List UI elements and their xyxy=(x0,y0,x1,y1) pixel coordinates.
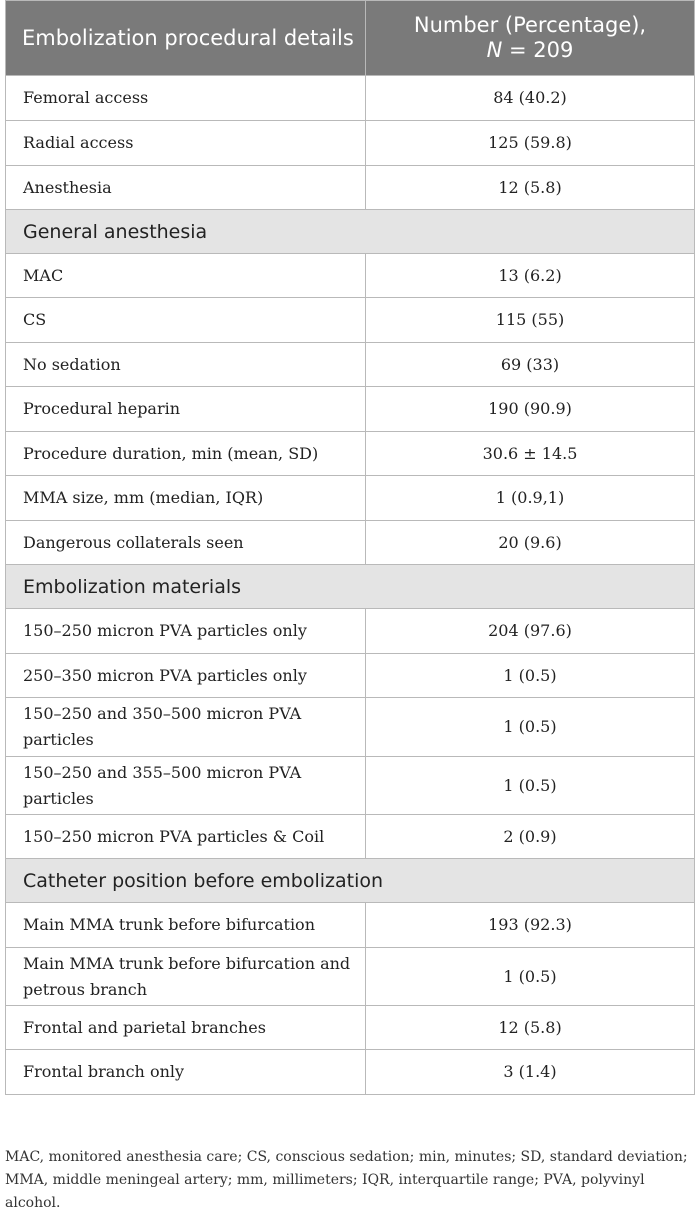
table-row xyxy=(6,387,695,432)
row-value: 3 (1.4) xyxy=(366,1050,695,1095)
table-row xyxy=(6,1006,695,1050)
row-value: 1 (0.5) xyxy=(366,698,695,757)
row-label: 150–250 and 350–500 micron PVA particles xyxy=(6,698,366,757)
header-number xyxy=(366,1,695,76)
row-value: 1 (0.9,1) xyxy=(366,476,695,521)
row-label: 250–350 micron PVA particles only xyxy=(6,654,366,698)
row-value: 204 (97.6) xyxy=(366,609,695,654)
header-number-line1: Number (Percentage), xyxy=(413,13,647,37)
row-value: 20 (9.6) xyxy=(366,521,695,565)
header-number-line2 xyxy=(366,38,694,63)
table-row xyxy=(6,343,695,387)
table-row xyxy=(6,254,695,298)
row-value: 1 (0.5) xyxy=(366,654,695,698)
table-row xyxy=(6,121,695,166)
row-label: Anesthesia xyxy=(6,166,366,210)
row-value: 1 (0.5) xyxy=(366,757,695,815)
row-value: 2 (0.9) xyxy=(366,815,695,859)
table-row xyxy=(6,609,695,654)
section-header-row xyxy=(6,565,695,609)
table-body xyxy=(6,76,695,1095)
row-value: 30.6 ± 14.5 xyxy=(366,432,695,476)
header-n-value: = 209 xyxy=(502,38,574,62)
section-title: General anesthesia xyxy=(6,210,695,254)
row-value: 190 (90.9) xyxy=(366,387,695,432)
table-row xyxy=(6,521,695,565)
row-value: 115 (55) xyxy=(366,298,695,343)
row-label: Main MMA trunk before bifurcation and petrous branch xyxy=(6,948,366,1006)
procedural-details-table xyxy=(5,0,695,1095)
section-title: Catheter position before embolization xyxy=(6,859,695,903)
table-row xyxy=(6,815,695,859)
table-row xyxy=(6,432,695,476)
row-value: 1 (0.5) xyxy=(366,948,695,1006)
header-n-label: N xyxy=(486,38,503,62)
table-row xyxy=(6,757,695,815)
table-row xyxy=(6,476,695,521)
row-value: 13 (6.2) xyxy=(366,254,695,298)
section-header-row xyxy=(6,210,695,254)
row-label: Femoral access xyxy=(6,76,366,121)
row-label: No sedation xyxy=(6,343,366,387)
table-row xyxy=(6,1050,695,1095)
table-row xyxy=(6,948,695,1006)
row-label: Frontal and parietal branches xyxy=(6,1006,366,1050)
row-label: Frontal branch only xyxy=(6,1050,366,1095)
row-label: 150–250 and 355–500 micron PVA particles xyxy=(6,757,366,815)
row-label: Procedural heparin xyxy=(6,387,366,432)
table-row xyxy=(6,166,695,210)
header-details: Embolization procedural details xyxy=(6,1,366,76)
section-title: Embolization materials xyxy=(6,565,695,609)
row-value: 69 (33) xyxy=(366,343,695,387)
section-header-row xyxy=(6,859,695,903)
row-label: 150–250 micron PVA particles only xyxy=(6,609,366,654)
row-label: Procedure duration, min (mean, SD) xyxy=(6,432,366,476)
row-value: 125 (59.8) xyxy=(366,121,695,166)
row-label: MAC xyxy=(6,254,366,298)
row-label: CS xyxy=(6,298,366,343)
row-value: 84 (40.2) xyxy=(366,76,695,121)
table-row xyxy=(6,654,695,698)
row-label: MMA size, mm (median, IQR) xyxy=(6,476,366,521)
row-value: 12 (5.8) xyxy=(366,166,695,210)
table-footnote: MAC, monitored anesthesia care; CS, conscious sedation; min, minutes; SD, standard deviation; MMA, middle meningeal artery; mm, millimeters; IQR, interquartile range; PVA, polyvinyl alcohol. xyxy=(5,1149,688,1211)
table-row xyxy=(6,903,695,948)
row-value: 12 (5.8) xyxy=(366,1006,695,1050)
row-label: Main MMA trunk before bifurcation xyxy=(6,903,366,948)
table-row xyxy=(6,298,695,343)
row-label: Dangerous collaterals seen xyxy=(6,521,366,565)
table-row xyxy=(6,76,695,121)
row-label: Radial access xyxy=(6,121,366,166)
table-header-row xyxy=(6,1,695,76)
table-row xyxy=(6,698,695,757)
row-label: 150–250 micron PVA particles & Coil xyxy=(6,815,366,859)
row-value: 193 (92.3) xyxy=(366,903,695,948)
